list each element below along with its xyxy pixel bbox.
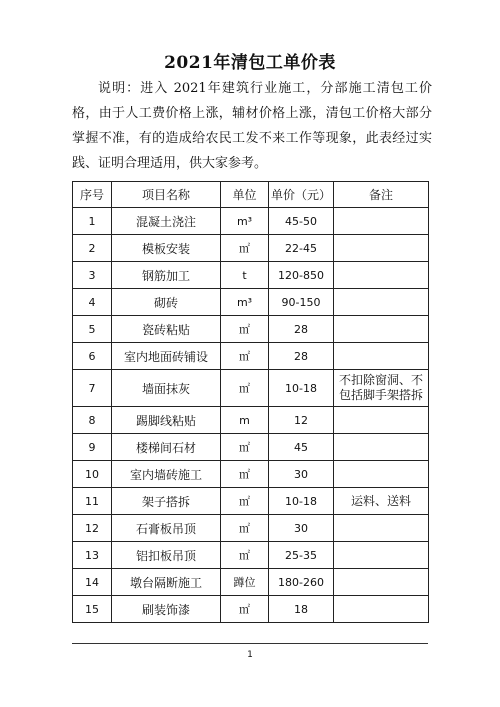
cell-item-name: 钢筋加工 xyxy=(112,262,221,289)
cell-item-name: 室内墙砖施工 xyxy=(112,461,221,488)
cell-item-name: 楼梯间石材 xyxy=(112,434,221,461)
cell-price: 25-35 xyxy=(269,542,334,569)
cell-note xyxy=(334,407,429,434)
cell-unit: ㎡ xyxy=(221,461,269,488)
cell-unit: ㎡ xyxy=(221,316,269,343)
cell-unit: t xyxy=(221,262,269,289)
cell-item-name: 墩台隔断施工 xyxy=(112,569,221,596)
cell-unit: ㎡ xyxy=(221,235,269,262)
header-no: 序号 xyxy=(73,182,112,208)
cell-item-name: 瓷砖粘贴 xyxy=(112,316,221,343)
header-unit: 单位 xyxy=(221,182,269,208)
cell-price: 120-850 xyxy=(269,262,334,289)
table-row xyxy=(73,488,429,515)
cell-no: 1 xyxy=(73,208,112,235)
cell-item-name: 刷装饰漆 xyxy=(112,596,221,623)
intro-text: 说明：进入 2021年建筑行业施工，分部施工清包工价格，由于人工费价格上涨，辅材价格上涨，清包工价格大部分掌握不准，有的造成给农民工发不来工作等现象，此表经过实践、证明合理适用，供大家参考。 xyxy=(72,81,432,171)
cell-note xyxy=(334,316,429,343)
table-row xyxy=(73,235,429,262)
cell-no: 12 xyxy=(73,515,112,542)
cell-item-name: 室内地面砖铺设 xyxy=(112,343,221,370)
cell-unit: ㎡ xyxy=(221,343,269,370)
table-row xyxy=(73,407,429,434)
page-number: 1 xyxy=(247,650,253,660)
table-row xyxy=(73,569,429,596)
cell-unit: ㎡ xyxy=(221,515,269,542)
cell-item-name: 模板安装 xyxy=(112,235,221,262)
cell-unit: ㎡ xyxy=(221,488,269,515)
cell-unit: m³ xyxy=(221,289,269,316)
cell-note xyxy=(334,343,429,370)
cell-item-name: 石膏板吊顶 xyxy=(112,515,221,542)
cell-unit: 蹲位 xyxy=(221,569,269,596)
cell-item-name: 铝扣板吊顶 xyxy=(112,542,221,569)
table-body xyxy=(73,208,429,623)
cell-note xyxy=(334,596,429,623)
table-row xyxy=(73,289,429,316)
header-price: 单价（元） xyxy=(269,182,334,208)
cell-price: 45 xyxy=(269,434,334,461)
cell-price: 10-18 xyxy=(269,370,334,407)
cell-price: 10-18 xyxy=(269,488,334,515)
cell-price: 22-45 xyxy=(269,235,334,262)
cell-no: 14 xyxy=(73,569,112,596)
price-table xyxy=(72,181,429,623)
table-row xyxy=(73,316,429,343)
header-note: 备注 xyxy=(334,182,429,208)
cell-item-name: 墙面抹灰 xyxy=(112,370,221,407)
cell-price: 12 xyxy=(269,407,334,434)
cell-no: 4 xyxy=(73,289,112,316)
table-row xyxy=(73,262,429,289)
cell-item-name: 踢脚线粘贴 xyxy=(112,407,221,434)
cell-unit: m xyxy=(221,407,269,434)
cell-note xyxy=(334,262,429,289)
cell-note xyxy=(334,208,429,235)
cell-note xyxy=(334,434,429,461)
table-row xyxy=(73,461,429,488)
cell-price: 180-260 xyxy=(269,569,334,596)
cell-note xyxy=(334,461,429,488)
cell-no: 11 xyxy=(73,488,112,515)
cell-unit: ㎡ xyxy=(221,434,269,461)
cell-no: 2 xyxy=(73,235,112,262)
cell-no: 15 xyxy=(73,596,112,623)
cell-no: 3 xyxy=(73,262,112,289)
cell-note xyxy=(334,235,429,262)
cell-item-name: 架子搭拆 xyxy=(112,488,221,515)
footer-divider xyxy=(72,643,428,644)
cell-note xyxy=(334,515,429,542)
cell-unit: ㎡ xyxy=(221,542,269,569)
document-title: 2021年清包工单价表 xyxy=(164,53,336,73)
table-row xyxy=(73,542,429,569)
cell-note xyxy=(334,569,429,596)
cell-unit: ㎡ xyxy=(221,370,269,407)
header-name: 项目名称 xyxy=(112,182,221,208)
cell-price: 18 xyxy=(269,596,334,623)
cell-price: 30 xyxy=(269,461,334,488)
table-row xyxy=(73,434,429,461)
table-header-row xyxy=(73,182,429,208)
cell-item-name: 混凝土浇注 xyxy=(112,208,221,235)
cell-price: 90-150 xyxy=(269,289,334,316)
cell-unit: m³ xyxy=(221,208,269,235)
table-row xyxy=(73,596,429,623)
cell-price: 45-50 xyxy=(269,208,334,235)
table-row xyxy=(73,370,429,407)
cell-note: 不扣除窗洞、不包括脚手架搭拆 xyxy=(334,370,429,407)
cell-no: 6 xyxy=(73,343,112,370)
cell-unit: ㎡ xyxy=(221,596,269,623)
cell-note xyxy=(334,542,429,569)
table-row xyxy=(73,343,429,370)
cell-no: 10 xyxy=(73,461,112,488)
cell-price: 30 xyxy=(269,515,334,542)
intro-paragraph xyxy=(72,76,432,176)
cell-no: 9 xyxy=(73,434,112,461)
table-row xyxy=(73,515,429,542)
cell-no: 8 xyxy=(73,407,112,434)
cell-price: 28 xyxy=(269,316,334,343)
cell-no: 13 xyxy=(73,542,112,569)
cell-note xyxy=(334,289,429,316)
cell-note: 运料、送料 xyxy=(334,488,429,515)
table-row xyxy=(73,208,429,235)
cell-price: 28 xyxy=(269,343,334,370)
cell-item-name: 砌砖 xyxy=(112,289,221,316)
cell-no: 7 xyxy=(73,370,112,407)
cell-no: 5 xyxy=(73,316,112,343)
